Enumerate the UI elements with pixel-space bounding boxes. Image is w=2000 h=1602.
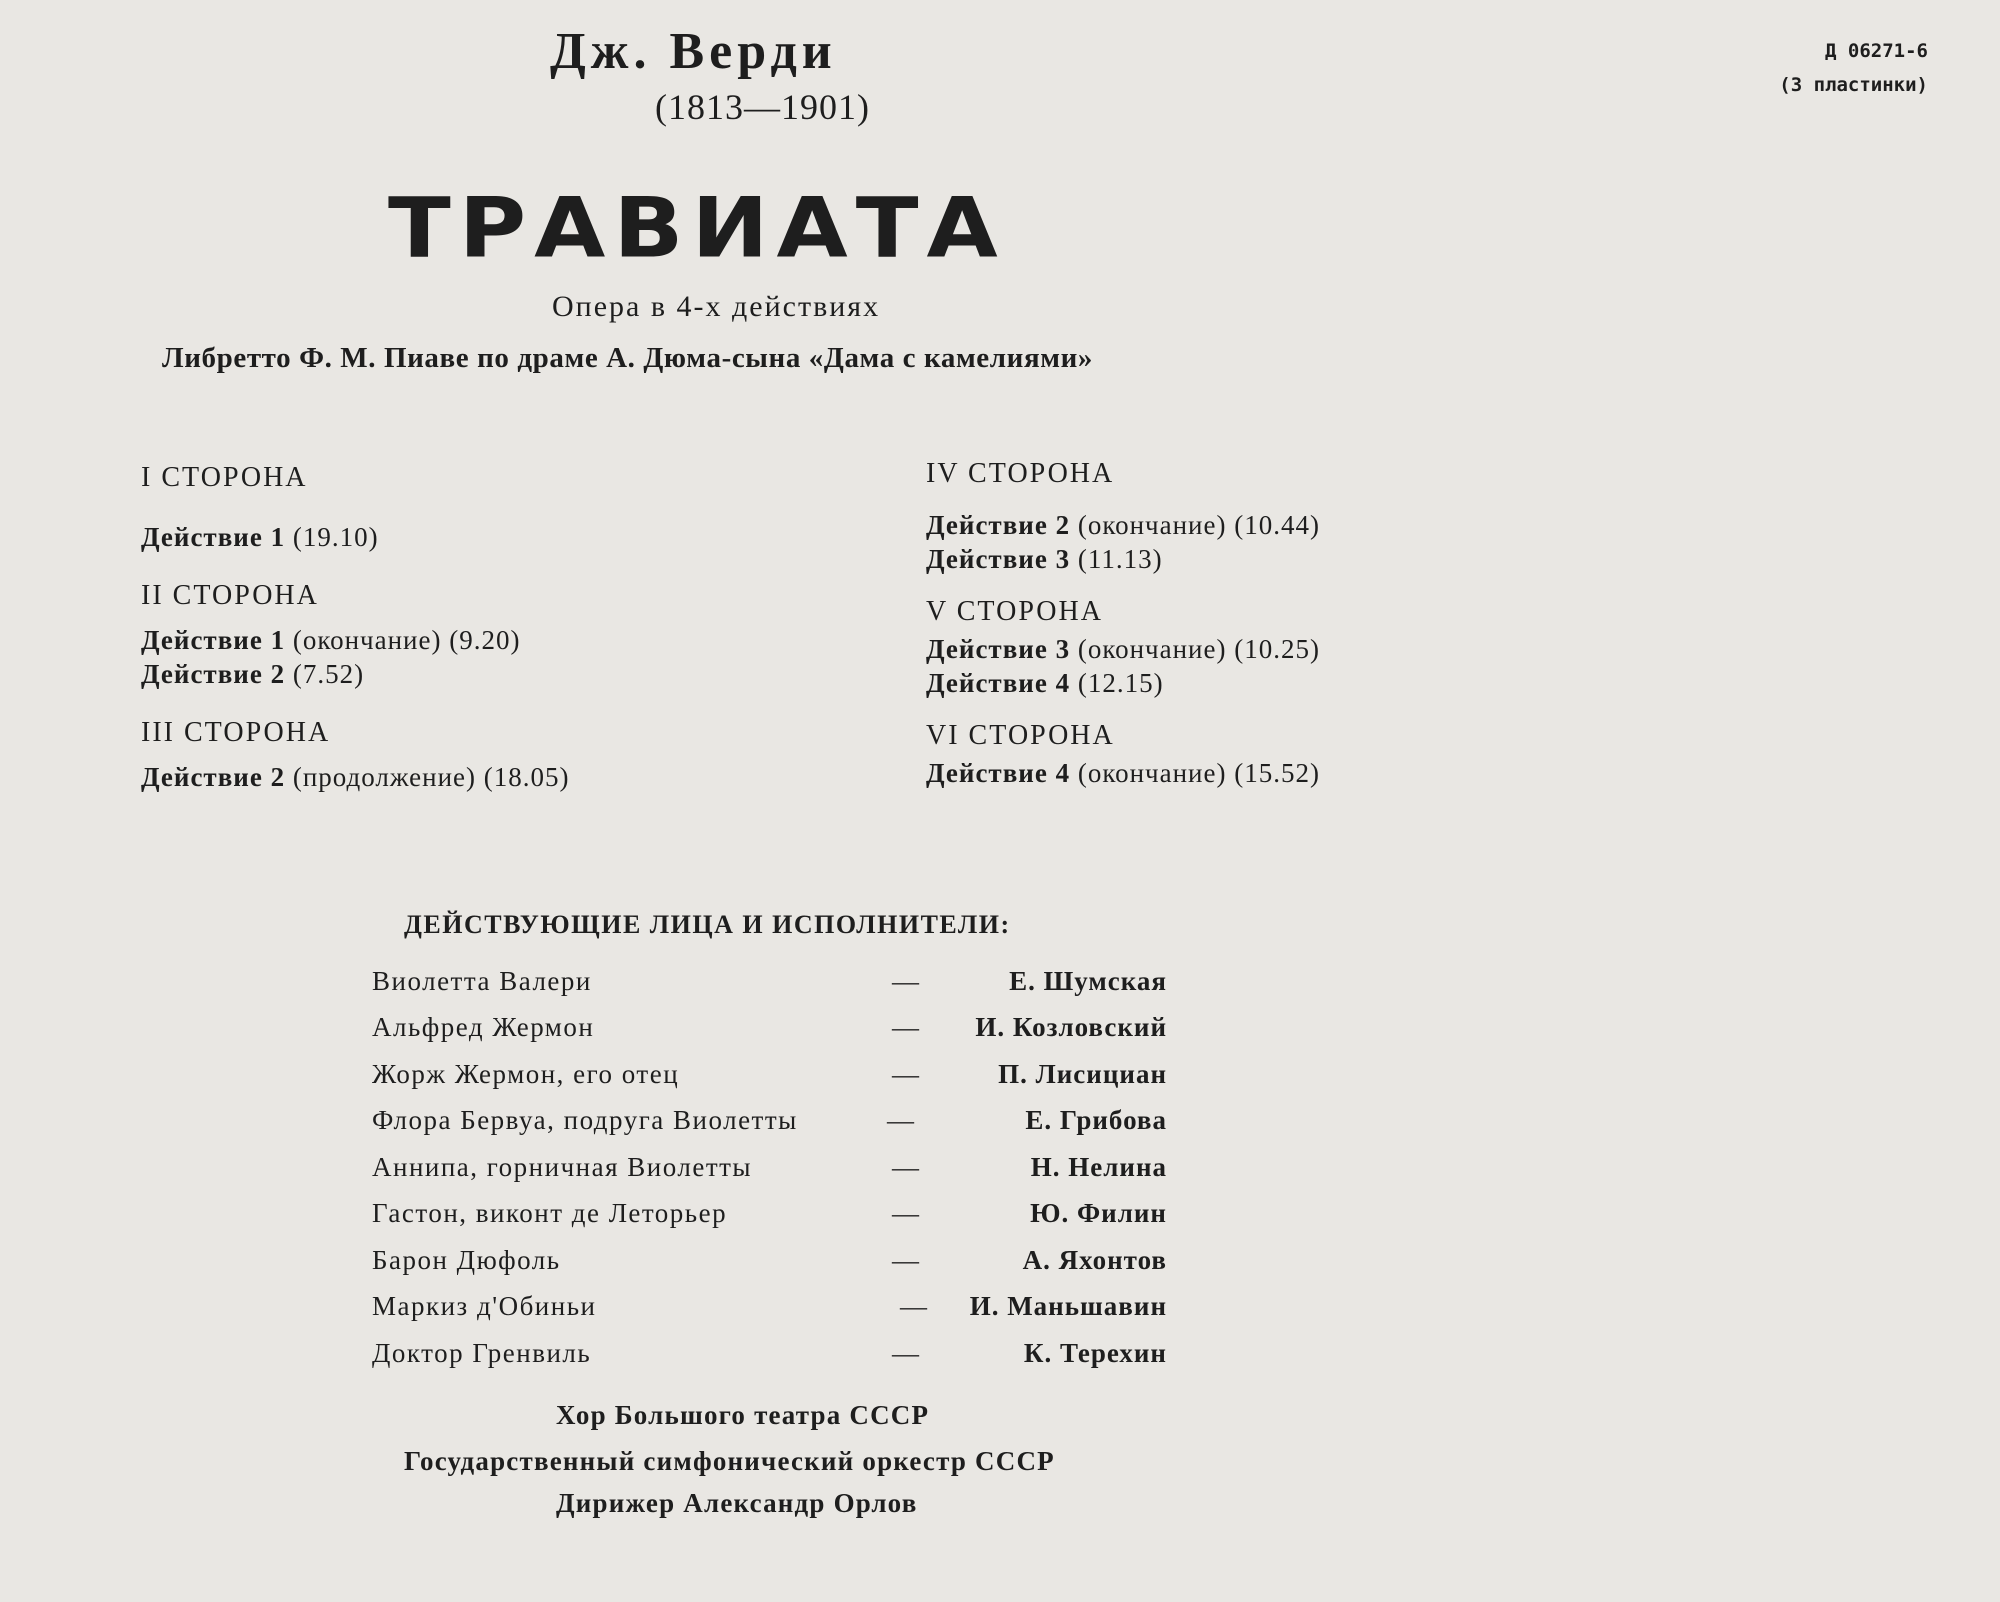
side-6-act-1: [926, 758, 1320, 789]
singer-name: Е. Шумская: [1009, 966, 1167, 996]
cast-row: [372, 1059, 1167, 1099]
act-note: (окончание): [1077, 634, 1227, 664]
act-duration: (10.25): [1234, 634, 1320, 664]
side-1-act-1: [141, 522, 379, 553]
act-name: Действие 1: [141, 625, 286, 655]
act-name: Действие 2: [141, 659, 286, 689]
conductor-credit: Дирижер Александр Орлов: [556, 1488, 918, 1518]
dash: —: [892, 1245, 921, 1275]
singer-name: И. Козловский: [975, 1012, 1167, 1042]
act-name: Действие 4: [926, 758, 1071, 788]
side-2-act-2: [141, 659, 364, 690]
discs-note: (3 пластинки): [1779, 74, 1928, 96]
side-4-act-2: [926, 544, 1163, 575]
act-duration: (9.20): [449, 625, 521, 655]
act-duration: (19.10): [292, 522, 379, 552]
act-note: (окончание): [292, 625, 442, 655]
role-name: Флора Бервуа, подруга Виолетты: [372, 1105, 798, 1135]
side-label-2: II СТОРОНА: [141, 580, 319, 611]
singer-name: И. Маньшавин: [969, 1291, 1167, 1321]
act-duration: (10.44): [1234, 510, 1320, 540]
singer-name: Е. Грибова: [1025, 1105, 1167, 1135]
cast-row: [372, 966, 1167, 1006]
act-note: (окончание): [1077, 758, 1227, 788]
cast-row: [372, 1338, 1167, 1378]
opera-title: ТРАВИАТА: [388, 180, 1006, 277]
composer-name: Дж. Верди: [550, 23, 837, 80]
cast-row: [372, 1152, 1167, 1192]
composer-years: (1813—1901): [655, 87, 870, 127]
dash: —: [887, 1105, 916, 1135]
singer-name: Ю. Филин: [1030, 1198, 1167, 1228]
dash: —: [892, 1198, 921, 1228]
catalog-number: Д 06271-6: [1825, 40, 1928, 62]
cast-row: [372, 1198, 1167, 1238]
act-duration: (7.52): [292, 659, 365, 689]
role-name: Виолетта Валери: [372, 966, 592, 996]
side-5-act-2: [926, 668, 1164, 699]
dash: —: [892, 966, 921, 996]
choir-credit: Хор Большого театра СССР: [556, 1400, 930, 1430]
cast-heading: ДЕЙСТВУЮЩИЕ ЛИЦА И ИСПОЛНИТЕЛИ:: [404, 910, 1011, 939]
role-name: Аннипа, горничная Виолетты: [372, 1152, 753, 1182]
role-name: Жорж Жермон, его отец: [372, 1059, 680, 1089]
act-duration: (15.52): [1234, 758, 1320, 788]
act-note: (продолжение): [292, 762, 477, 792]
dash: —: [892, 1338, 921, 1368]
act-name: Действие 2: [141, 762, 286, 792]
side-2-act-1: [141, 625, 520, 656]
role-name: Барон Дюфоль: [372, 1245, 561, 1275]
dash: —: [892, 1059, 921, 1089]
catalog-block: [1779, 34, 1928, 102]
singer-name: А. Яхонтов: [1022, 1245, 1167, 1275]
libretto-credit: Либретто Ф. М. Пиаве по драме А. Дюма-сына «Дама с камелиями»: [162, 342, 1093, 374]
cast-row: [372, 1105, 1167, 1145]
side-label-5: V СТОРОНА: [926, 596, 1103, 627]
side-label-3: III СТОРОНА: [141, 717, 331, 748]
orchestra-credit: Государственный симфонический оркестр СССР: [404, 1446, 1055, 1476]
role-name: Гастон, виконт де Леторьер: [372, 1198, 728, 1228]
act-name: Действие 3: [926, 634, 1071, 664]
side-5-act-1: [926, 634, 1320, 665]
act-name: Действие 4: [926, 668, 1071, 698]
cast-row: [372, 1012, 1167, 1052]
side-label-4: IV СТОРОНА: [926, 458, 1115, 489]
dash: —: [892, 1152, 921, 1182]
role-name: Альфред Жермон: [372, 1012, 595, 1042]
act-duration: (11.13): [1077, 544, 1163, 574]
act-name: Действие 1: [141, 522, 286, 552]
opera-subtitle: Опера в 4-х действиях: [552, 290, 881, 323]
side-3-act-1: [141, 762, 570, 793]
act-duration: (18.05): [483, 762, 570, 792]
act-name: Действие 3: [926, 544, 1071, 574]
singer-name: Н. Нелина: [1030, 1152, 1167, 1182]
act-name: Действие 2: [926, 510, 1071, 540]
cast-row: [372, 1245, 1167, 1285]
side-label-6: VI СТОРОНА: [926, 720, 1115, 751]
dash: —: [900, 1291, 929, 1321]
act-note: (окончание): [1077, 510, 1227, 540]
cast-row: [372, 1291, 1167, 1331]
act-duration: (12.15): [1077, 668, 1164, 698]
role-name: Доктор Гренвиль: [372, 1338, 592, 1368]
singer-name: П. Лисициан: [998, 1059, 1167, 1089]
side-4-act-1: [926, 510, 1320, 541]
side-label-1: I СТОРОНА: [141, 462, 308, 493]
singer-name: К. Терехин: [1023, 1338, 1167, 1368]
dash: —: [892, 1012, 921, 1042]
role-name: Маркиз д'Обиньи: [372, 1291, 597, 1321]
